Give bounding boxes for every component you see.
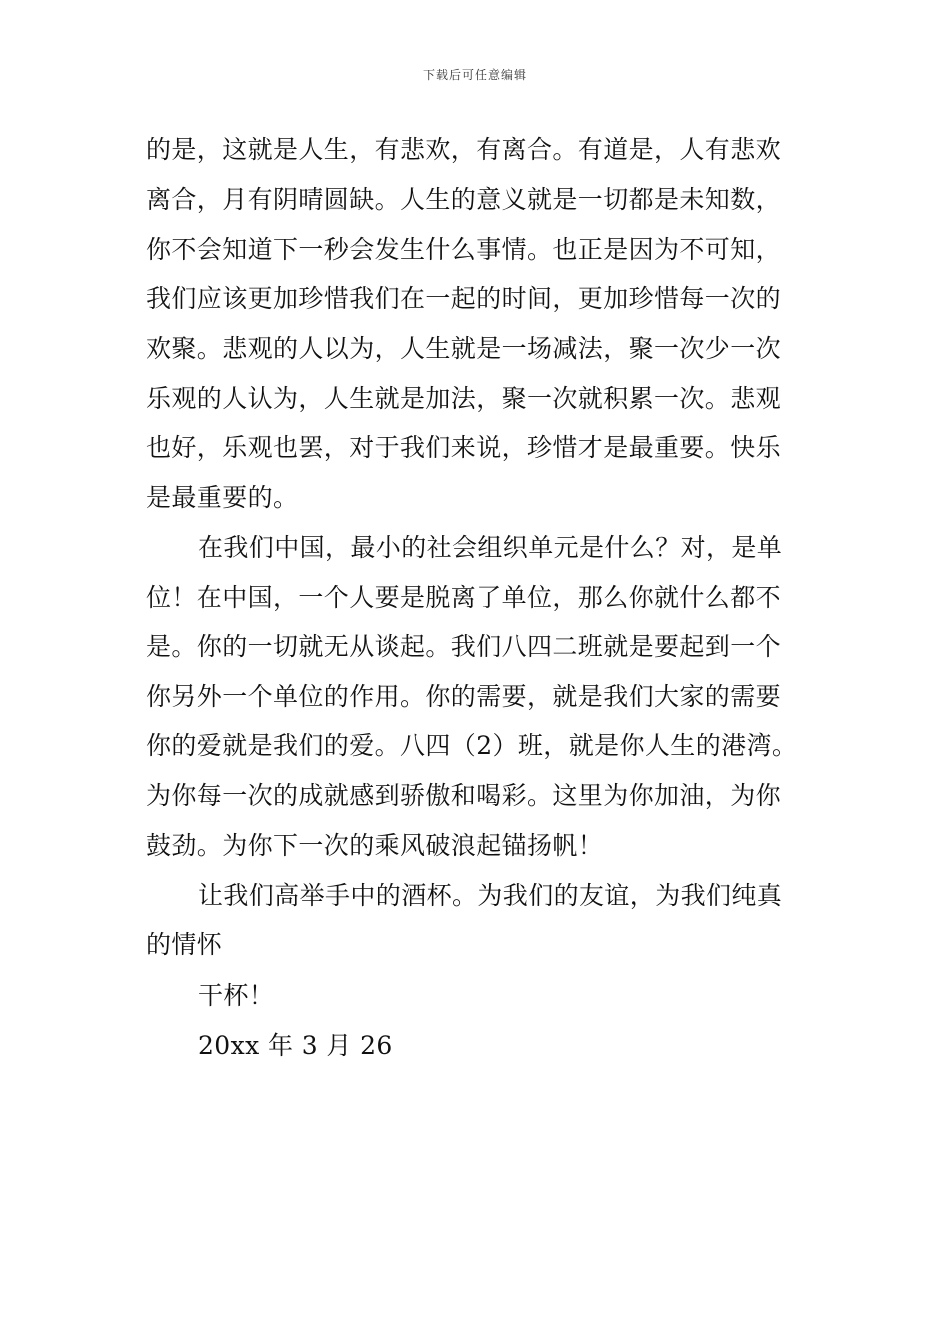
text-line: 你不会知道下一秒会发生什么事情。也正是因为不可知， <box>146 235 782 264</box>
text-line: 欢聚。悲观的人以为，人生就是一场减法，聚一次少一次 <box>146 334 782 363</box>
text-line: 离合，月有阴晴圆缺。人生的意义就是一切都是未知数， <box>146 185 782 214</box>
toast-line: 干杯！ <box>198 981 275 1010</box>
text-line: 你的爱就是我们的爱。八四（2）班，就是你人生的港湾。 <box>146 731 798 760</box>
text-line: 的是，这就是人生，有悲欢，有离合。有道是，人有悲欢 <box>146 135 782 164</box>
paragraph-start-line: 在我们中国，最小的社会组织单元是什么？对，是单 <box>198 533 783 562</box>
text-line: 位！在中国，一个人要是脱离了单位，那么你就什么都不 <box>146 583 782 612</box>
page-header: 下载后可任意编辑 <box>422 68 527 82</box>
text-line: 乐观的人认为，人生就是加法，聚一次就积累一次。悲观 <box>146 384 782 413</box>
text-line: 的情怀 <box>146 930 223 959</box>
text-line: 你另外一个单位的作用。你的需要，就是我们大家的需要 <box>146 682 782 711</box>
date-line: 20xx 年 3 月 26 <box>198 1031 393 1060</box>
text-line: 为你每一次的成就感到骄傲和喝彩。这里为你加油，为你 <box>146 781 782 810</box>
text-line: 也好，乐观也罢，对于我们来说，珍惜才是最重要。快乐 <box>146 433 782 462</box>
paragraph-start-line: 让我们高举手中的酒杯。为我们的友谊，为我们纯真 <box>198 881 783 910</box>
text-line: 是。你的一切就无从谈起。我们八四二班就是要起到一个 <box>146 632 782 661</box>
text-line: 是最重要的。 <box>146 483 299 512</box>
text-line: 鼓劲。为你下一次的乘风破浪起锚扬帆！ <box>146 831 604 860</box>
text-line: 我们应该更加珍惜我们在一起的时间，更加珍惜每一次的 <box>146 284 782 313</box>
